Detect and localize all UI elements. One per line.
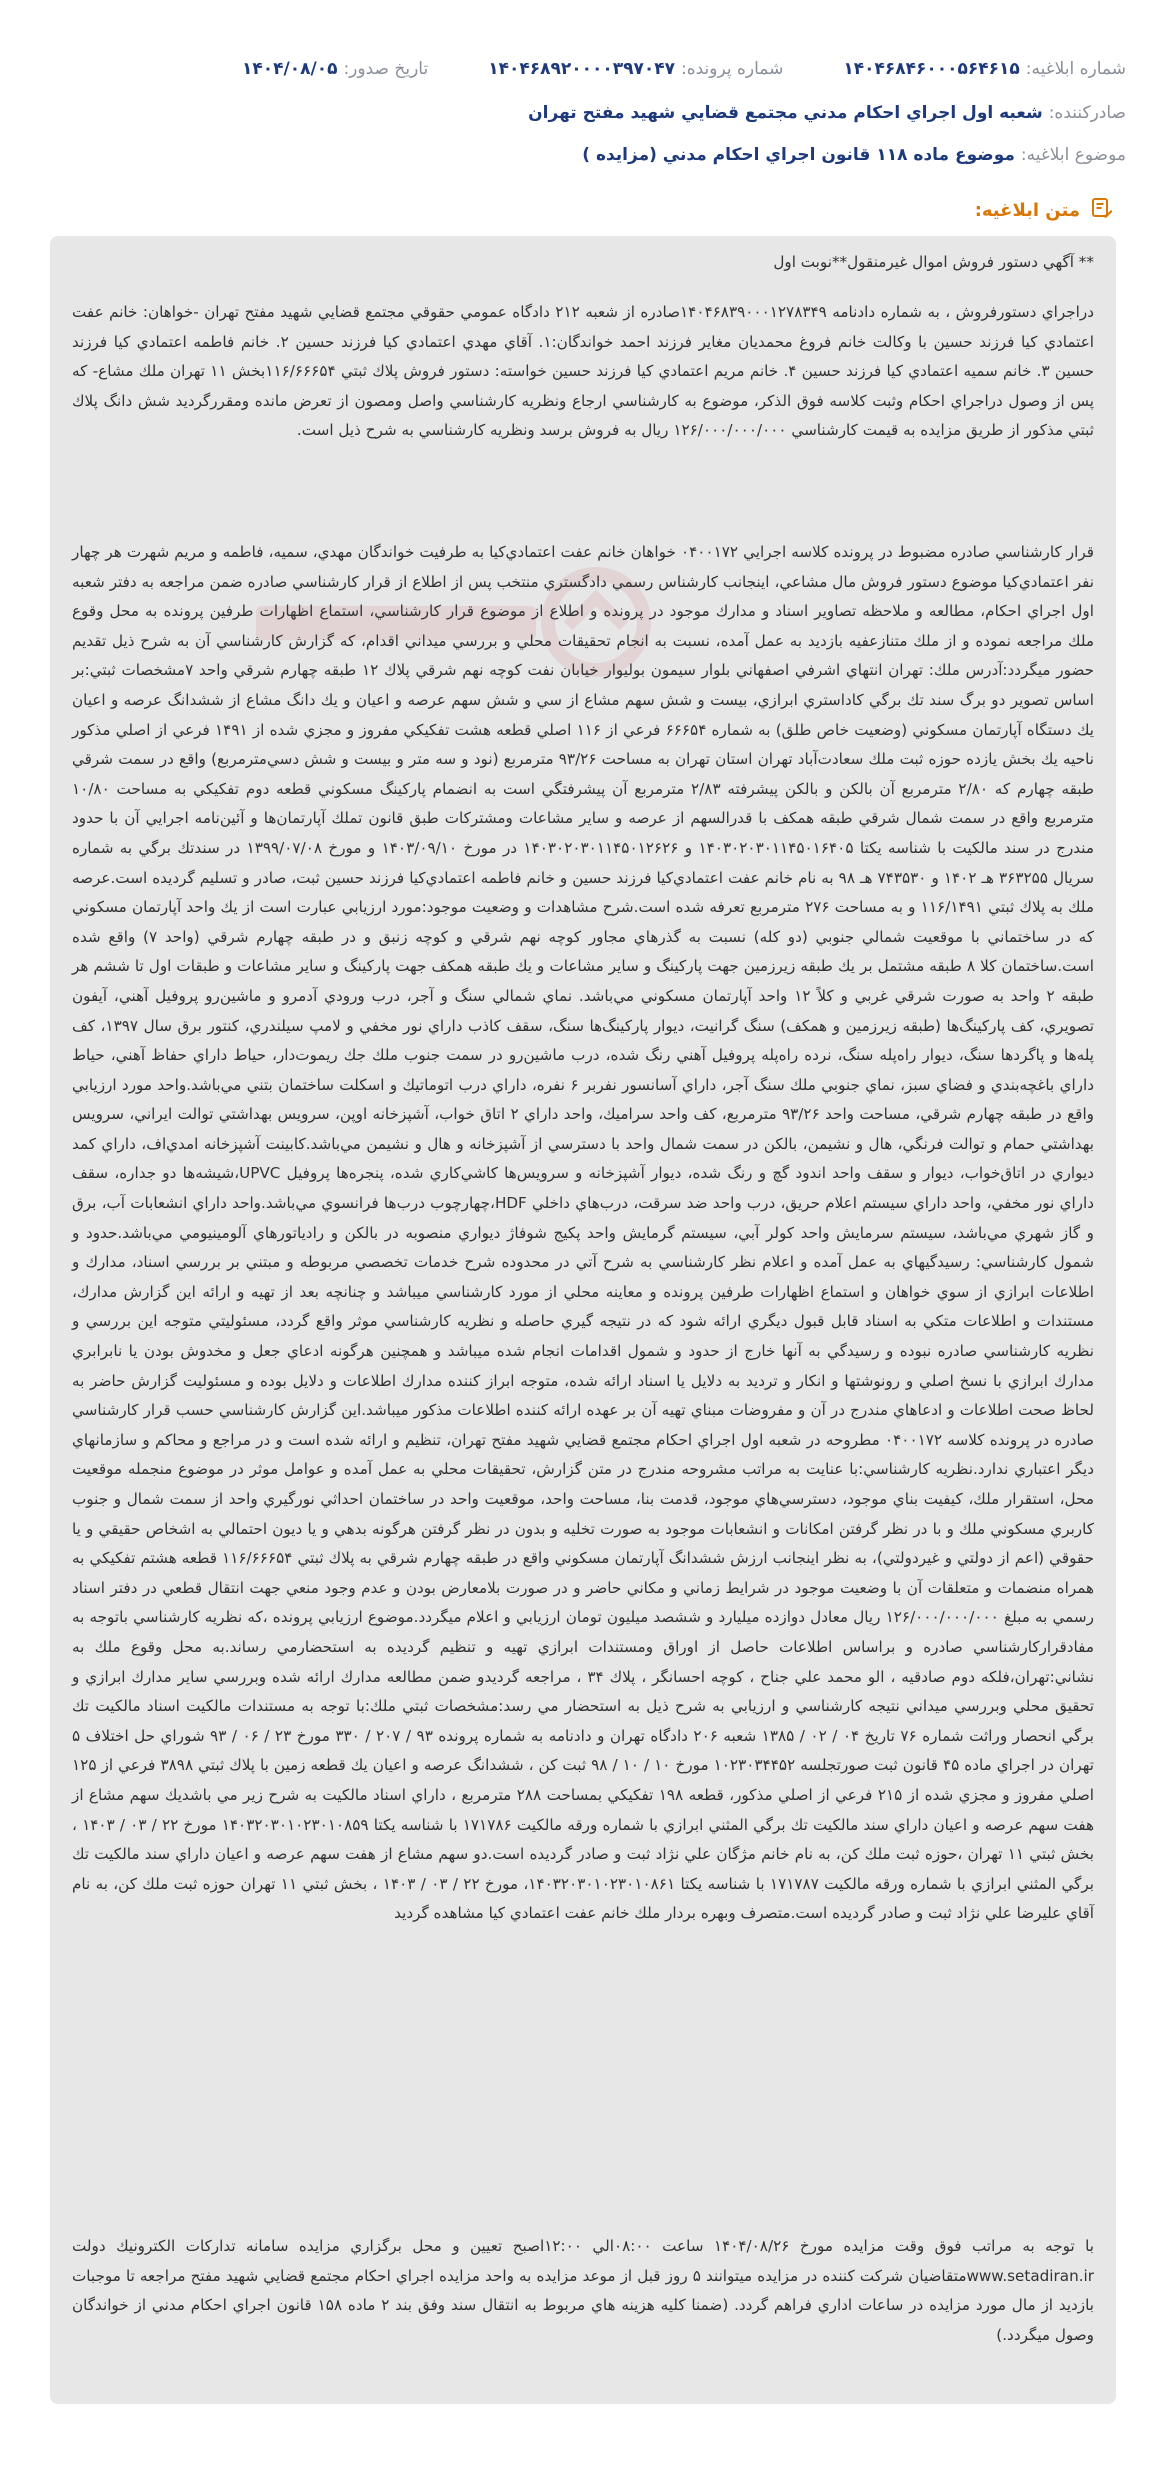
case-number: ۱۴۰۴۶۸۹۲۰۰۰۰۳۹۷۰۴۷ xyxy=(488,59,675,79)
notice-paragraph-1: دراجراي دستورفروش ، به شماره دادنامه ۱۴۰۴۶۸۳۹۰۰۰۱۲۷۸۳۴۹صادره از شعبه ۲۱۲ دادگاه عمومي حقوقي مجتمع قضايي شهيد مفتح تهران -خواهان: خانم عفت اعتمادي كيا فرزند حسين با وكالت خانم فروغ محمديان مغاير فرزند احمد خواندگان:۱. آقاي مهدي اعتمادي كيا فرزند حسين ۲. خانم فاطمه اعتمادي كيا فرزند حسين ۳. خانم سميه اعتمادي كيا فرزند حسين ۴. خانم مريم اعتمادي كيا فرزند حسين خواسته: دستور فروش پلاك ثبتي ۱۱۶/۶۶۶۵۴بخش ۱۱ تهران ملك مشاع- كه پس از وصول دراجراي احكام وثبت كلاسه فوق الذكر، موضوع به كارشناسي ارجاع ونظريه كارشناسي واصل ومصون از تعرض مانده ومقررگرديد شش دانگ پلاك ثبتي مذكور از طريق مزايده به قيمت كارشناسي ۱۲۶/۰۰۰/۰۰۰/۰۰۰ ريال به فروش برسد ونظريه كارشناسي به شرح ذيل است. xyxy=(72,303,1094,440)
issuer-label: صادرکننده: xyxy=(1048,103,1126,123)
notice-number-group xyxy=(843,59,1126,79)
issuer: شعبه اول اجراي احكام مدني مجتمع قضايي شهيد مفتح تهران xyxy=(528,103,1043,123)
meta-row-subject xyxy=(48,140,1126,170)
issue-date-group xyxy=(242,59,428,79)
notice-paragraph-3: با توجه به مراتب فوق وقت مزايده مورخ ۱۴۰۴/۰۸/۲۶ ساعت ۰۸:۰۰الي ۱۲:۰۰اصبح تعيين و محل برگزاري مزايده سامانه تداركات الكترونيك دولت www.setadiran.irمتقاضيان شركت كننده در مزايده ميتوانند ۵ روز قبل از موعد مزايده به واحد مزايده اجراي احكام مجتمع قضايي شهيد مفتح مراجعه تا موجبات بازديد از مال مورد مزايده در ساعات اداري فراهم گردد. (ضمنا كليه هزينه هاي مربوط به انتقال سند وفق بند ۲ ماده ۱۵۸ قانون اجراي احكام مدني از خواندگان وصول ميگردد.) xyxy=(72,2237,1095,2344)
document-edit-icon xyxy=(1090,196,1114,224)
notice-body xyxy=(50,236,1116,2404)
issue-date: ۱۴۰۴/۰۸/۰۵ xyxy=(242,59,338,79)
notice-number-label: شماره ابلاغیه: xyxy=(1025,59,1126,79)
notice-number: ۱۴۰۴۶۸۴۶۰۰۰۵۶۴۶۱۵ xyxy=(843,59,1020,79)
notice-meta xyxy=(0,0,1174,176)
section-title: متن ابلاغیه: xyxy=(974,199,1080,221)
notice-title-line: ** آگهي دستور فروش اموال غيرمنقول**نوبت اول xyxy=(773,253,1094,271)
meta-row-numbers xyxy=(48,54,1126,84)
notice-paragraph-2: قرار كارشناسي صادره مضبوط در پرونده كلاسه اجرايي ۰۴۰۰۱۷۲ خواهان خانم عفت اعتمادي‌كيا به طرفيت خواندگان مهدي، سميه، فاطمه و مريم شهرت هر چهار نفر اعتمادي‌كيا موضوع دستور فروش مال مشاعي، اينجانب كارشناس رسمي دادگستري منتخب پس از اطلاع از قرار كارشناسي صادره ضمن مراجعه به دفتر شعبه اول اجراي احكام، مطالعه و ملاحظه تصاوير اسناد و مدارك موجود در پرونده و اطلاع از موضوع قرار كارشناسي، استماع اظهارات طرفين پرونده به محل وقوع ملك مراجعه نموده و از ملك متنازعفيه بازديد به عمل آمده، نسبت به انجام تحقيقات محلي و بررسي ميداني اقدام، كه گزارش كارشناسي آن به شرح ذيل تقديم حضور ميگردد:آدرس ملك: تهران انتهاي اشرفي اصفهاني بلوار سيمون بوليوار خيابان نفت كوچه نهم شرقي پلاك ۱۲ طبقه چهارم شرقي واحد ۷مشخصات ثبتي:بر اساس تصوير دو برگ سند تك برگي كاداستري ابرازي، بيست و شش سهم مشاع از سي و شش سهم عرصه و اعيان و يك دانگ مشاع از ششدانگ عرصه و اعيان يك دستگاه آپارتمان مسكوني (وضعيت خاص طلق) به شماره ۶۶۶۵۴ فرعي از ۱۱۶ اصلي قطعه هشت تفكيكي مفروز و مجزي شده از ۱۴۹۱ فرعي از اصلي مذكور ناحيه يك بخش يازده حوزه ثبت ملك سعادت‌آباد تهران استان تهران به مساحت ۹۳/۲۶ مترمربع (نود و سه متر و بيست و شش دسي‌مترمربع) واقع در سمت شرقي طبقه چهارم كه ۲/۸۰ مترمربع آن بالكن و بالكن پيشرفته ۲/۸۳ مترمربع آن پيشرفتگي است به انضمام پاركينگ مسكوني قطعه دوم تفكيكي به مساحت ۱۰/۸۰ مترمربع واقع در سمت شمال شرقي طبقه همكف با قدرالسهم از عرصه و ساير مشاعات ومشتركات طبق قانون تملك آپارتمان‌ها و آئين‌نامه اجرايي آن با حدود مندرج در سند مالكيت با شناسه يكتا ۱۴۰۳۰۲۰۳۰۱۱۴۵۰۱۶۴۰۵ و ۱۴۰۳۰۲۰۳۰۱۱۴۵۰۱۲۶۲۶ در مورخ ۱۴۰۳/۰۹/۱۰ و مورخ ۱۳۹۹/۰۷/۰۸ در سندتك برگي به شماره سريال ۳۶۳۲۵۵ هـ ۱۴۰۲ و ۷۴۳۵۳۰ هـ ۹۸ به نام خانم عفت اعتمادي‌كيا فرزند حسين و خانم فاطمه اعتمادي‌كيا فرزند حسين ثبت، صادر و تسليم گرديده است.عرصه ملك به پلاك ثبتي ۱۱۶/۱۴۹۱ و به مساحت ۲۷۶ مترمربع تعرفه شده است.شرح مشاهدات و وضعيت موجود:مورد ارزيابي عبارت است از يك واحد آپارتمان مسكوني كه در ساختماني با موقعيت شمالي جنوبي (دو كله) نسبت به گذرهاي مجاور كوچه نهم شرقي و كوچه زنبق و در طبقه چهارم شرقي (واحد ۷) واقع شده است.ساختمان كلا ۸ طبقه مشتمل بر يك طبقه زيرزمين جهت پاركينگ و ساير مشاعات و يك طبقه همكف جهت پاركينگ و ساير مشاعات و طبقات اول تا ششم هر طبقه ۲ واحد به صورت شرقي غربي و كلاً ۱۲ واحد آپارتمان مسكوني مي‌باشد. نماي شمالي سنگ و آجر، درب ورودي آدمرو و ماشين‌رو پروفيل آهني، آيفون تصويري، كف پاركينگ‌ها (طبقه زيرزمين و همكف) سنگ گرانيت، ديوار پاركينگ‌ها سنگ، سقف كاذب داراي نور مخفي و لامپ سيلندري، كنتور برق سال ۱۳۹۷، كف پله‌ها و پاگردها سنگ، ديوار راه‌پله سنگ، نرده راه‌پله پروفيل آهني رنگ شده، درب ماشين‌رو در سمت جنوب ملك جك ريموت‌دار، حياط داراي حفاظ آهني، حياط داراي باغچه‌بندي و فضاي سبز، نماي جنوبي ملك سنگ آجر، داراي آسانسور نفربر ۶ نفره، داراي درب اتوماتيك و اسكلت ساختمان بتني مي‌باشد.واحد مورد ارزيابي واقع در طبقه چهارم شرقي، مساحت واحد ۹۳/۲۶ مترمربع، كف واحد سراميك، واحد داراي ۲ اتاق خواب، آشپزخانه اوپن، سرويس بهداشتي توالت ايراني، سرويس بهداشتي حمام و توالت فرنگي، هال و نشيمن، بالكن در سمت شمال واحد با دسترسي از آشپزخانه و هال و نشيمن مي‌باشد.كابينت آشپزخانه امدي‌اف، داراي كمد ديواري در اتاق‌خواب، ديوار و سقف واحد اندود گچ و رنگ شده، ديوار آشپزخانه و سرويس‌ها كاشي‌كاري شده، پنجره‌ها پروفيل UPVC،شيشه‌ها دو جداره، سقف داراي نور مخفي، واحد داراي سيستم اعلام حريق، درب واحد ضد سرقت، درب‌هاي داخلي HDF،چهارچوب درب‌ها فرانسوي مي‌باشد.واحد داراي انشعابات آب، برق و گاز شهري مي‌باشد، سيستم سرمايش واحد كولر آبي، سيستم گرمايش واحد پكيج شوفاژ ديواري منصوبه در بالكن و رادياتورهاي آلومينيومي مي‌باشد.حدود و شمول كارشناسي: رسيدگيهاي به عمل آمده و اعلام نظر كارشناسي به شرح آتي در محدوده شرح خدمات تخصصي مربوطه و مبتني بر بررسي اسناد، مدارك و اطلاعات ابرازي از سوي خواهان و استماع اظهارات طرفين پرونده و معاينه محلي از مورد كارشناسي ميباشد و چنانچه بعد از تهيه و ارائه اين گزارش مدارك، مستندات و اطلاعات متكي به اسناد قابل قبول ديگري ارائه شود كه در نتيجه گيري حاصله و نظريه كارشناسي موثر واقع گردد، مسئوليتي متوجه اين بررسي و نظريه كارشناسي صادره نبوده و رسيدگي به آنها خارج از حدود و شمول اقدامات انجام شده ميباشد و همچنين هرگونه ادعاي جعل و مخدوش بودن يا نابرابري مدارك ابرازي با نسخ اصلي و رونوشتها و انكار و ترديد به دلايل يا اسناد ارائه شده، متوجه ابراز كننده مدارك اطلاعات و دلايل بوده و مسئوليت گزارش حاضر به لحاظ صحت اطلاعات و ادعاهاي مندرج در آن و مفروضات مبناي تهيه آن بر عهده ارائه كننده اطلاعات مذكور ميباشد.اين گزارش كارشناسي حسب قرار كارشناسي صادره در پرونده كلاسه ۰۴۰۰۱۷۲ مطروحه در شعبه اول اجراي احكام مجتمع قضايي شهيد مفتح تهران، تنظيم و ارائه شده است و در مراجع و محاكم و سازمانهاي ديگر اعتباري ندارد.نظريه كارشناسي:با عنايت به مراتب مشروحه مندرج در متن گزارش، تحقيقات محلي به عمل آمده و عوامل موثر در موضوع منجمله موقعيت محل، استقرار ملك، كيفيت بناي موجود، دسترسي‌هاي موجود، قدمت بنا، مساحت واحد، موقعيت واحد در ساختمان احداثي نورگيري واحد از سمت شمال و جنوب كاربري مسكوني ملك و با در نظر گرفتن امكانات و انشعابات موجود به صورت تخليه و بدون در نظر گرفتن هرگونه بدهي و يا ديون احتمالي به اشخاص حقيقي و يا حقوقي (اعم از دولتي و غيردولتي)، به نظر اينجانب ارزش ششدانگ آپارتمان مسكوني واقع در طبقه چهارم شرقي به پلاك ثبتي ۱۱۶/۶۶۶۵۴ قطعه هشتم تفكيكي به همراه منضمات و متعلقات آن با وضعيت موجود در شرايط زماني و مكاني حاضر و در صورت بلامعارض بودن و عدم وجود منعي جهت انتقال قطعي در دفتر اسناد رسمي به مبلغ ۱۲۶/۰۰۰/۰۰۰/۰۰۰ ريال معادل دوازده ميليارد و ششصد ميليون تومان ارزيابي و اعلام ميگردد.موضوع ارزيابي پرونده ،كه نظريه كارشناسي باتوجه به مفادقراركارشناسي صادره و براساس اطلاعات حاصل از اوراق ومستندات ابرازي تهيه و تنظيم گرديده به استحضارمي رساند.به محل وقوع ملك به نشاني:تهران،فلكه دوم صادقيه ، الو محمد علي جناح ، كوچه احسانگر ، پلاك ۳۴ ، مراجعه گرديدو ضمن مطالعه مدارك ارائه شده وبررسي ساير مدارك ابرازي و تحقيق محلي وبررسي ميداني نتيجه كارشناسي و ارزيابي به شرح ذيل به استحضار مي رسد:مشخصات ثبتي ملك:با توجه به مستندات مالكيت اسناد مالكيت تك برگي انحصار وراثت شماره ۷۶ تاريخ ۰۴ / ۰۲ / ۱۳۸۵ شعبه ۲۰۶ دادگاه تهران و دادنامه به شماره پرونده ۹۳ / ۲۰۷ / ۳۳۰ مورخ ۲۳ / ۰۶ / ۹۳ شوراي حل اختلاف ۵ تهران در اجراي ماده ۴۵ قانون ثبت صورتجلسه ۱۰۲۳۰۳۴۴۵۲ مورخ ۱۰ / ۱۰ / ۹۸ ثبت كن ، ششدانگ عرصه و اعيان يك قطعه زمين با پلاك ثبتي ۳۸۹۸ فرعي از ۱۲۵ اصلي مفروز و مجزي شده از ۲۱۵ فرعي از اصلي مذكور، قطعه ۱۹۸ تفكيكي بمساحت ۲۸۸ مترمربع ، داراي اسناد مالكيت به شرح زير مي باشديك سهم مشاع از هفت سهم عرصه و اعيان داراي سند مالكيت تك برگي المثني ابرازي با شماره ورقه مالكيت ۱۷۱۷۸۶ با شناسه يكتا ۱۴۰۳۲۰۳۰۱۰۲۳۰۱۰۸۵۹ مورخ ۲۲ / ۰۳ / ۱۴۰۳ ، بخش ثبتي ۱۱ تهران ،حوزه ثبت ملك كن، به نام خانم مژگان علي نژاد ثبت و صادر گرديده است.دو سهم مشاع از هفت سهم عرصه و اعيان داراي سند مالكيت تك برگي المثني ابرازي با شماره ورقه مالكيت ۱۷۱۷۸۷ با شناسه يكتا ۱۴۰۳۲۰۳۰۱۰۲۳۰۱۰۸۶۱، مورخ ۲۲ / ۰۳ / ۱۴۰۳ ، بخش ثبتي ۱۱ تهران حوزه ثبت ملك كن، به نام آقاي عليرضا علي نژاد ثبت و صادر گرديده است.متصرف وبهره بردار ملك خانم عفت اعتمادي كيا مشاهده گرديد xyxy=(72,543,1095,1923)
subject: موضوع ماده ۱۱۸ قانون اجراي احكام مدني (مزايده ) xyxy=(582,145,1015,165)
subject-label: موضوع ابلاغیه: xyxy=(1020,145,1126,165)
notice-text-heading xyxy=(975,196,1114,224)
issue-date-label: تاریخ صدور: xyxy=(343,59,429,79)
case-number-group xyxy=(488,59,783,79)
meta-row-issuer xyxy=(48,98,1126,128)
case-number-label: شماره پرونده: xyxy=(680,59,784,79)
